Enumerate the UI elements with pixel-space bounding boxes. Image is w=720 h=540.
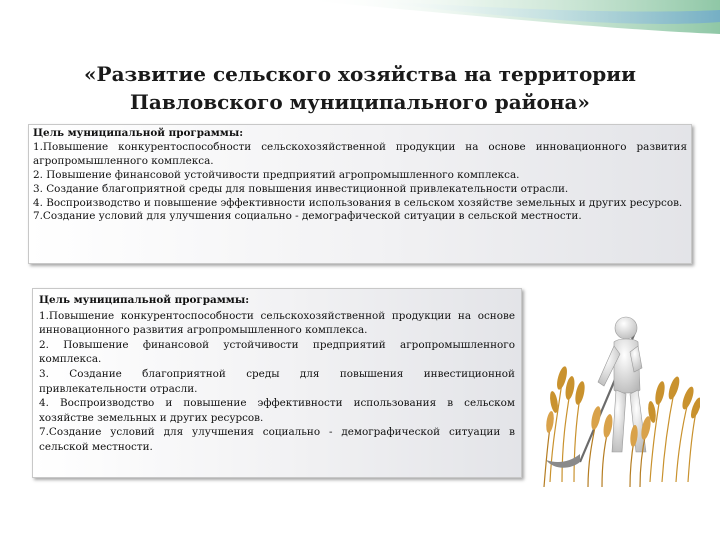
goal-item-7: 7.Создание условий для улучшения социально - демографической ситуации в сельской местности.	[33, 210, 582, 223]
goal-item-7: 7.Создание условий для улучшения социально - демографической ситуации в сельской местности.	[39, 426, 515, 453]
goal-item-3: 3. Создание благоприятной среды для повышения инвестиционной привлекательности отрасли.	[33, 182, 569, 195]
goal-item-4: 4. Воспроизводство и повышение эффективности использования в сельском хозяйстве земельных и других ресурсов.	[33, 196, 683, 209]
goal-item-1: 1.Повышение конкурентоспособности сельскохозяйственной продукции на основе инновационного развития агропромышленного комплекса.	[33, 140, 687, 167]
goal-item-3: 3. Создание благоприятной среды для повышения инвестиционной привлекательности отрасли.	[39, 367, 515, 395]
slide-title-line-1: «Развитие сельского хозяйства на территории	[84, 62, 636, 86]
goal-item-1: 1.Повышение конкурентоспособности сельскохозяйственной продукции на основе инновационного развития агропромышленного комплекса.	[39, 309, 515, 337]
goal-item-2: 2. Повышение финансовой устойчивости предприятий агропромышленного комплекса.	[33, 168, 520, 181]
goals-text-box-bottom	[32, 288, 522, 478]
slide-title-line-2: Павловского муниципального района»	[130, 90, 590, 114]
goal-item-4: 4. Воспроизводство и повышение эффективности использования в сельском хозяйстве земельных и других ресурсов.	[39, 397, 515, 424]
goal-item-2: 2. Повышение финансовой устойчивости предприятий агропромышленного комплекса.	[39, 338, 515, 366]
goals-heading: Цель муниципальной программы:	[39, 294, 250, 306]
slide-title	[40, 60, 680, 116]
goals-heading: Цель муниципальной программы:	[33, 127, 244, 139]
goals-text-box-top	[28, 124, 692, 264]
reaper-with-scythe-in-wheat-icon	[540, 302, 700, 487]
